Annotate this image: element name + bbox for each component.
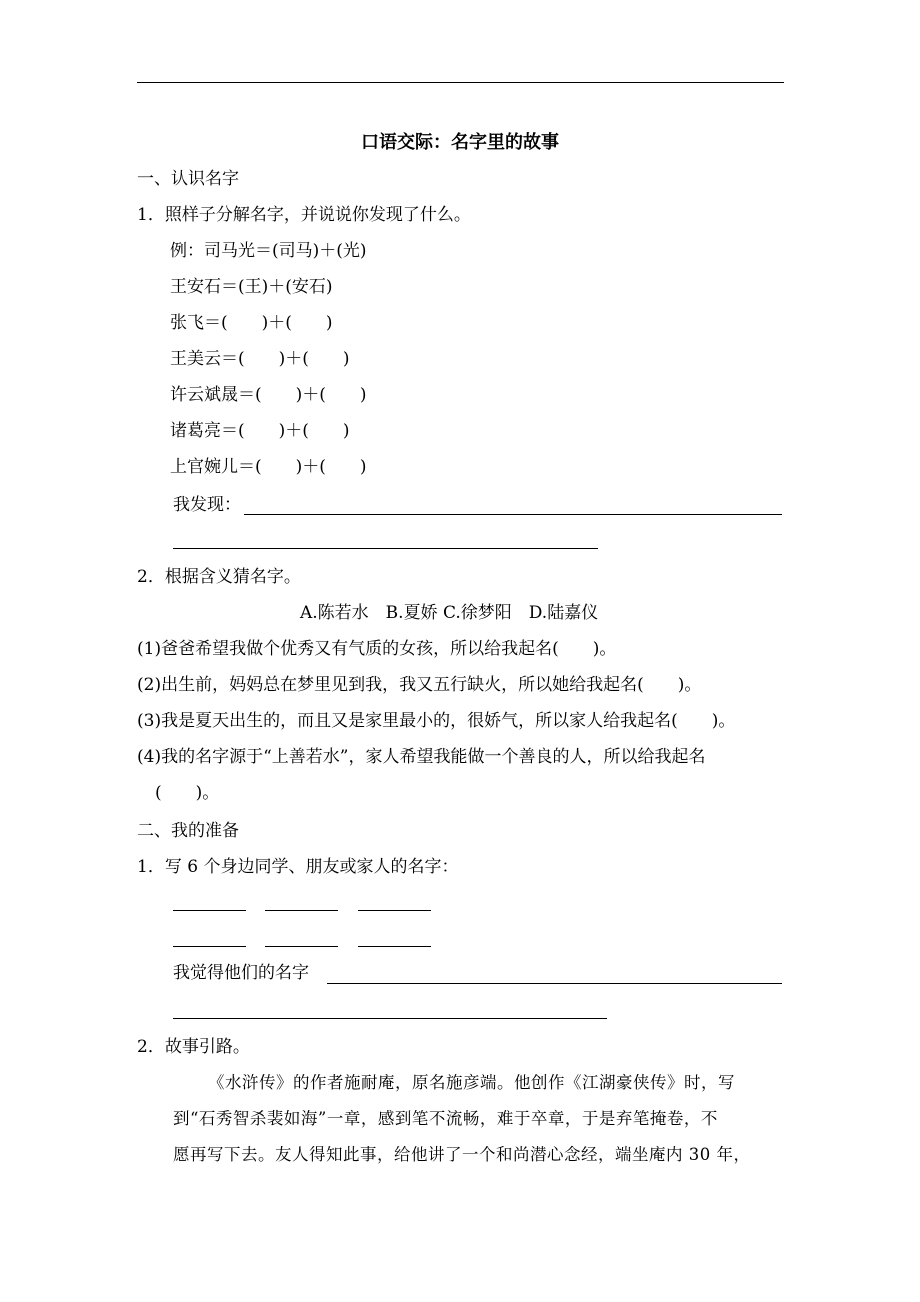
story-line: 愿再写下去。友人得知此事，给他讲了一个和尚潜心念经，端坐庵内 30 年，: [173, 1145, 751, 1164]
section-heading-2: 二、我的准备: [137, 821, 239, 841]
meaning-item: (2)出生前，妈妈总在梦里见到我，我又五行缺火，所以她给我起名( )。: [137, 675, 702, 695]
meaning-item: (3)我是夏天出生的，而且又是家里最小的，很娇气，所以家人给我起名( )。: [137, 711, 736, 731]
question-1-prompt: 1．照样子分解名字，并说说你发现了什么。: [137, 205, 471, 225]
name-blank[interactable]: [358, 910, 431, 911]
section-heading-1: 一、认识名字: [137, 169, 239, 189]
header-rule: [137, 82, 784, 83]
story-line: 到“石秀智杀裴如海”一章，感到笔不流畅，难于卒章，于是弃笔掩卷，不: [173, 1109, 718, 1128]
finding-answer-line[interactable]: [244, 514, 782, 515]
prep-question-1-prompt: 1．写 6 个身边同学、朋友或家人的名字：: [137, 857, 459, 877]
name-item: 张飞＝( )＋( ): [170, 313, 333, 333]
page-title: 口语交际：名字里的故事: [361, 132, 559, 153]
feel-answer-line[interactable]: [173, 1018, 607, 1019]
meaning-item-continuation: ( )。: [155, 783, 220, 803]
name-blank[interactable]: [265, 910, 338, 911]
prep-question-2-prompt: 2．故事引路。: [137, 1037, 250, 1057]
name-blank[interactable]: [358, 946, 431, 947]
name-item: 许云斌晟＝( )＋( ): [170, 385, 367, 405]
name-item: 王安石＝(王)＋(安石): [170, 277, 333, 297]
answer-options: A.陈若水 B.夏娇 C.徐梦阳 D.陆嘉仪: [300, 603, 599, 623]
name-item: 上官婉儿＝( )＋( ): [170, 457, 367, 477]
name-blank[interactable]: [265, 946, 338, 947]
feel-label: 我觉得他们的名字: [173, 963, 309, 983]
example-line: 例：司马光＝(司马)＋(光): [170, 241, 367, 261]
feel-answer-line[interactable]: [327, 983, 782, 984]
finding-label: 我发现：: [173, 495, 241, 515]
name-blank[interactable]: [173, 910, 246, 911]
finding-answer-line[interactable]: [173, 548, 598, 549]
name-item: 诸葛亮＝( )＋( ): [170, 421, 350, 441]
name-item: 王美云＝( )＋( ): [170, 349, 350, 369]
question-2-prompt: 2．根据含义猜名字。: [137, 567, 301, 587]
meaning-item: (4)我的名字源于“上善若水”，家人希望我能做一个善良的人，所以给我起名: [137, 747, 706, 767]
meaning-item: (1)爸爸希望我做个优秀又有气质的女孩，所以给我起名( )。: [137, 639, 617, 659]
story-line: 《水浒传》的作者施耐庵，原名施彦端。他创作《江湖豪侠传》时，写: [208, 1073, 735, 1092]
name-blank[interactable]: [173, 946, 246, 947]
